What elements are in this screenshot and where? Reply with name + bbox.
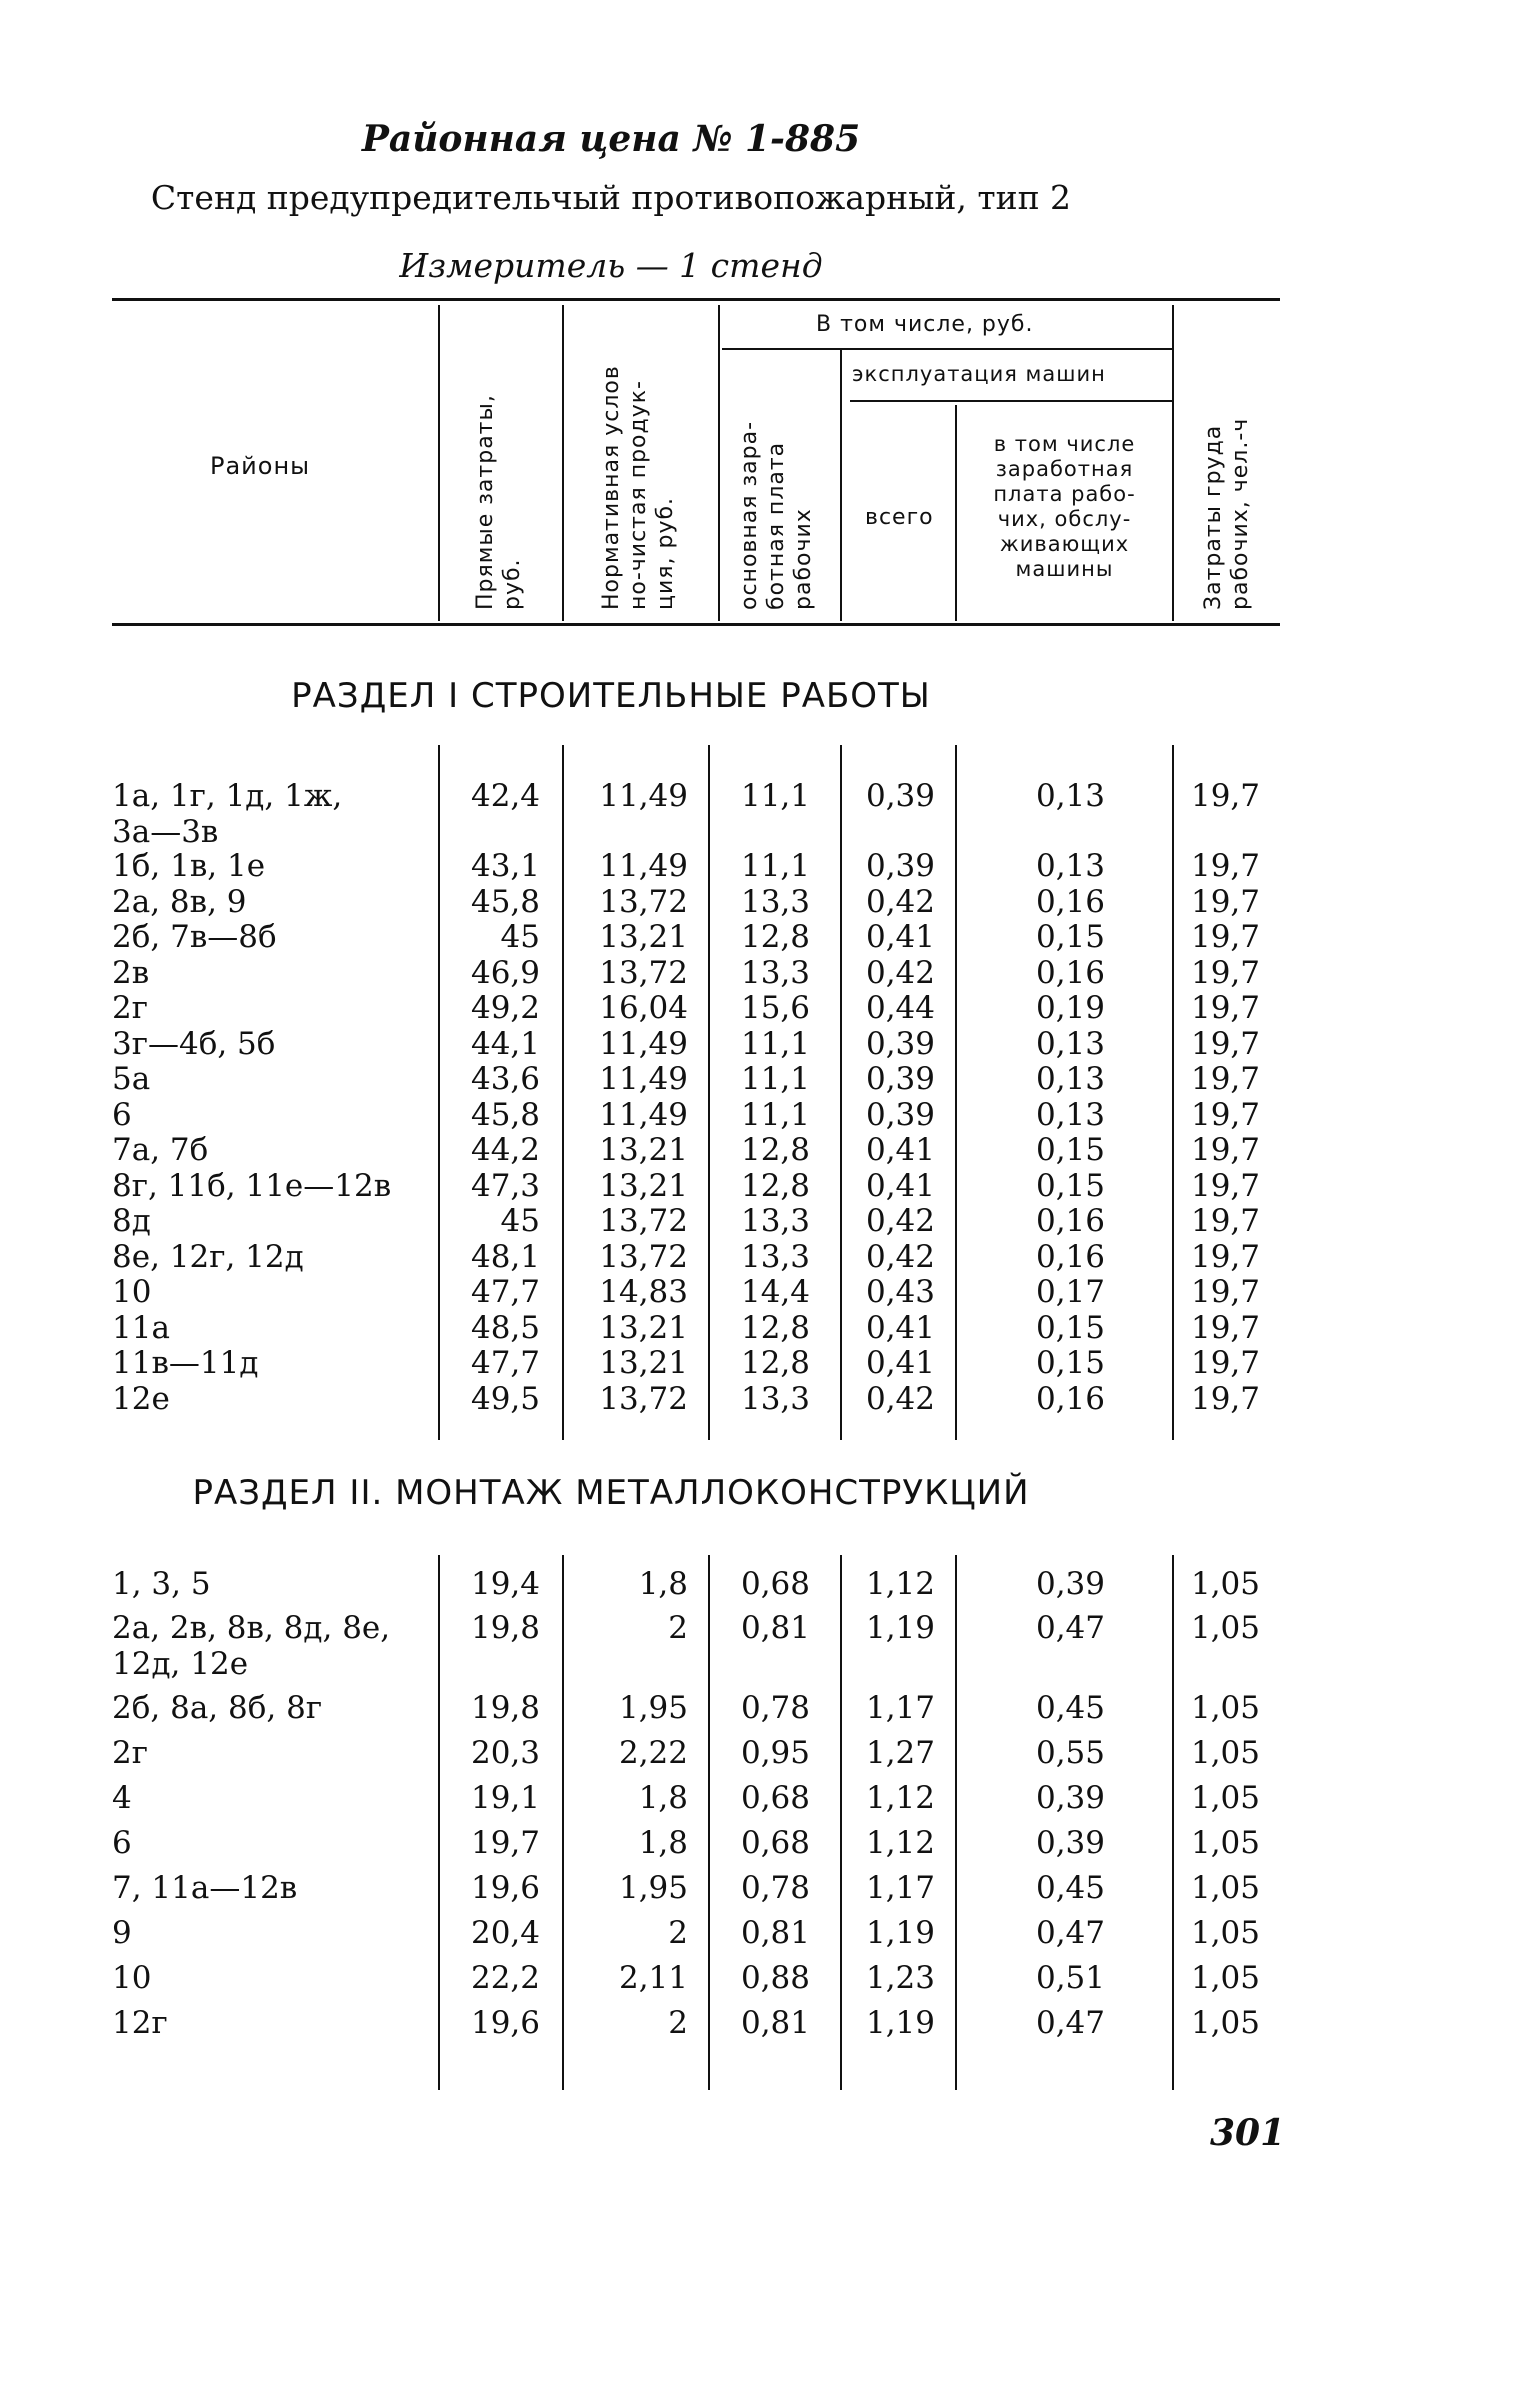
cell-value: 0,39 [865,848,935,884]
cell-value: 11,49 [599,1061,688,1097]
cell-value: 0,42 [865,1380,935,1417]
cell-value: 0,39 [865,1096,935,1133]
region-name: 2а, 2в, 8в, 8д, 8е, 12д, 12е [112,1610,391,1682]
region-name: 1б, 1в, 1е [112,848,266,884]
cell-value: 0,78 [740,1870,810,1906]
cell-value: 46,9 [470,954,540,991]
cell-value: 11,1 [740,1096,810,1133]
column-divider [955,745,957,1440]
cell-value: 45,8 [470,1096,540,1133]
header-machinist-wage: в том числе заработная плата рабо- чих, обслу- живающих машины [993,432,1136,581]
region-name: 5а [112,1061,151,1097]
cell-value: 45 [500,1203,540,1239]
cell-value: 13,3 [740,883,810,920]
cell-value: 0,39 [865,778,935,814]
cell-value: 19,7 [1190,1380,1260,1417]
cell-value: 1,27 [865,1735,935,1771]
cell-value: 1,95 [618,1870,688,1906]
cell-value: 19,7 [1190,1025,1260,1062]
cell-value: 12,8 [740,919,810,955]
column-divider [438,745,440,1440]
region-name: 7, 11а—12в [112,1870,298,1906]
cell-value: 1,05 [1190,1870,1260,1906]
cell-value: 13,72 [599,1380,688,1417]
cell-value: 11,49 [599,1025,688,1062]
region-name: 3г—4б, 5б [112,1025,276,1062]
region-name: 8д [112,1203,151,1239]
header-divider [955,405,957,621]
cell-value: 13,3 [740,1238,810,1275]
cell-value: 0,13 [1035,848,1105,884]
column-divider [1172,1555,1174,2090]
cell-value: 19,1 [470,1780,540,1816]
header-divider [438,305,440,621]
cell-value: 13,21 [599,919,688,955]
cell-value: 1,95 [618,1690,688,1726]
cell-value: 0,68 [740,1780,810,1816]
cell-value: 0,47 [1035,1610,1105,1646]
cell-value: 11,1 [740,1025,810,1062]
cell-value: 0,42 [865,1238,935,1275]
cell-value: 1,8 [638,1780,688,1816]
cell-value: 1,05 [1190,1690,1260,1726]
cell-value: 0,68 [740,1825,810,1861]
cell-value: 0,42 [865,954,935,991]
column-divider [955,1555,957,2090]
cell-value: 15,6 [740,990,810,1026]
cell-value: 0,17 [1035,1274,1105,1310]
cell-value: 19,7 [1190,1274,1260,1310]
cell-value: 0,78 [740,1690,810,1726]
cell-value: 1,05 [1190,1915,1260,1951]
cell-value: 19,7 [1190,1061,1260,1097]
cell-value: 0,15 [1035,1167,1105,1204]
cell-value: 12,8 [740,1132,810,1168]
cell-value: 2,22 [618,1735,688,1771]
cell-value: 1,19 [865,1610,935,1646]
header-divider [718,305,720,621]
section-2-title: РАЗДЕЛ II. МОНТАЖ МЕТАЛЛОКОНСТРУКЦИЙ [192,1473,1030,1513]
region-name: 11а [112,1309,170,1346]
region-name: 2в [112,954,150,991]
cell-value: 0,15 [1035,1345,1105,1381]
cell-value: 0,15 [1035,919,1105,955]
region-name: 1, 3, 5 [112,1566,211,1602]
column-divider [708,745,710,1440]
cell-value: 0,16 [1035,883,1105,920]
cell-value: 0,13 [1035,1025,1105,1062]
cell-value: 13,21 [599,1167,688,1204]
header-top-rule [112,298,1280,301]
cell-value: 11,49 [599,778,688,814]
cell-value: 49,5 [470,1380,540,1417]
column-divider [840,745,842,1440]
cell-value: 0,19 [1035,990,1105,1026]
cell-value: 1,05 [1190,1960,1260,1996]
cell-value: 1,17 [865,1690,935,1726]
cell-value: 11,1 [740,1061,810,1097]
cell-value: 43,6 [470,1061,540,1097]
region-name: 10 [112,1274,152,1310]
page-number: 301 [1210,2112,1286,2154]
cell-value: 19,6 [470,1870,540,1906]
cell-value: 2,11 [618,1960,688,1996]
cell-value: 2 [668,1610,688,1646]
cell-value: 1,05 [1190,1735,1260,1771]
cell-value: 0,39 [865,1061,935,1097]
cell-value: 19,7 [1190,1167,1260,1204]
cell-value: 12,8 [740,1167,810,1204]
region-name: 8е, 12г, 12д [112,1238,304,1275]
cell-value: 13,3 [740,1203,810,1239]
cell-value: 12,8 [740,1309,810,1346]
cell-value: 0,44 [865,990,935,1026]
column-divider [840,1555,842,2090]
header-bottom-rule [112,623,1280,626]
cell-value: 0,45 [1035,1870,1105,1906]
cell-value: 0,42 [865,883,935,920]
cell-value: 0,16 [1035,1380,1105,1417]
cell-value: 0,81 [740,1610,810,1646]
cell-value: 19,7 [1190,1203,1260,1239]
cell-value: 0,41 [865,1132,935,1168]
cell-value: 19,7 [1190,883,1260,920]
cell-value: 19,4 [470,1566,540,1602]
header-group-label: В том числе, руб. [816,312,1034,337]
cell-value: 1,05 [1190,1610,1260,1646]
header-base-wage: основная зара- ботная плата рабочих [737,420,816,610]
cell-value: 19,8 [470,1610,540,1646]
cell-value: 0,13 [1035,1061,1105,1097]
cell-value: 19,6 [470,2005,540,2041]
cell-value: 1,12 [865,1780,935,1816]
cell-value: 0,51 [1035,1960,1105,1996]
cell-value: 19,8 [470,1690,540,1726]
cell-value: 45 [500,919,540,955]
cell-value: 19,7 [1190,954,1260,991]
cell-value: 43,1 [470,848,540,884]
cell-value: 0,88 [740,1960,810,1996]
cell-value: 47,7 [470,1345,540,1381]
cell-value: 0,81 [740,2005,810,2041]
region-name: 2б, 8а, 8б, 8г [112,1690,323,1726]
cell-value: 1,8 [638,1825,688,1861]
header-machines-rule [850,400,1172,402]
cell-value: 13,3 [740,954,810,991]
region-name: 7а, 7б [112,1132,209,1168]
cell-value: 20,4 [470,1915,540,1951]
cell-value: 47,3 [470,1167,540,1204]
cell-value: 1,05 [1190,1825,1260,1861]
header-machines-total: всего [865,505,934,530]
cell-value: 14,4 [740,1274,810,1310]
cell-value: 12,8 [740,1345,810,1381]
cell-value: 19,7 [1190,778,1260,814]
region-name: 2а, 8в, 9 [112,883,247,920]
header-normative-product: Нормативная услов но-чистая продук- ция, руб. [599,365,678,610]
region-name: 2г [112,1735,148,1771]
region-name: 8г, 11б, 11е—12в [112,1167,392,1204]
cell-value: 19,7 [1190,1345,1260,1381]
header-divider [840,350,842,621]
cell-value: 13,21 [599,1345,688,1381]
region-name: 6 [112,1825,132,1861]
cell-value: 19,7 [1190,1132,1260,1168]
cell-value: 19,7 [1190,1096,1260,1133]
cell-value: 0,41 [865,1309,935,1346]
header-labor-costs: Затраты груда рабочих, чел.-ч [1201,417,1253,610]
region-name: 12е [112,1380,170,1417]
cell-value: 13,3 [740,1380,810,1417]
column-divider [438,1555,440,2090]
cell-value: 13,72 [599,1238,688,1275]
cell-value: 19,7 [1190,1238,1260,1275]
region-name: 1а, 1г, 1д, 1ж, 3а—3в [112,778,343,850]
cell-value: 45,8 [470,883,540,920]
cell-value: 44,2 [470,1132,540,1168]
cell-value: 0,45 [1035,1690,1105,1726]
cell-value: 48,1 [470,1238,540,1275]
cell-value: 0,41 [865,919,935,955]
cell-value: 19,7 [1190,1309,1260,1346]
cell-value: 0,16 [1035,1238,1105,1275]
cell-value: 2 [668,1915,688,1951]
cell-value: 19,7 [1190,990,1260,1026]
header-divider [1172,305,1174,621]
region-name: 10 [112,1960,152,1996]
cell-value: 0,39 [1035,1780,1105,1816]
cell-value: 44,1 [470,1025,540,1062]
cell-value: 1,05 [1190,2005,1260,2041]
cell-value: 0,41 [865,1345,935,1381]
region-name: 2б, 7в—8б [112,919,277,955]
cell-value: 48,5 [470,1309,540,1346]
cell-value: 0,13 [1035,1096,1105,1133]
cell-value: 11,1 [740,848,810,884]
cell-value: 0,47 [1035,2005,1105,2041]
region-name: 11в—11д [112,1345,259,1381]
cell-value: 0,43 [865,1274,935,1310]
region-name: 6 [112,1096,132,1133]
cell-value: 1,8 [638,1566,688,1602]
cell-value: 1,05 [1190,1780,1260,1816]
column-divider [1172,745,1174,1440]
cell-value: 0,39 [1035,1566,1105,1602]
cell-value: 0,15 [1035,1309,1105,1346]
cell-value: 2 [668,2005,688,2041]
cell-value: 19,7 [470,1825,540,1861]
cell-value: 19,7 [1190,848,1260,884]
cell-value: 0,42 [865,1203,935,1239]
cell-value: 0,16 [1035,954,1105,991]
cell-value: 13,72 [599,954,688,991]
cell-value: 14,83 [599,1274,688,1310]
cell-value: 0,47 [1035,1915,1105,1951]
cell-value: 42,4 [470,778,540,814]
region-name: 4 [112,1780,132,1816]
cell-value: 1,19 [865,1915,935,1951]
cell-value: 0,41 [865,1167,935,1204]
region-name: 2г [112,990,148,1026]
cell-value: 13,72 [599,883,688,920]
cell-value: 1,12 [865,1825,935,1861]
region-name: 12г [112,2005,168,2041]
cell-value: 0,55 [1035,1735,1105,1771]
cell-value: 0,95 [740,1735,810,1771]
column-divider [562,745,564,1440]
measure-unit: Измеритель — 1 стенд [399,246,823,285]
cell-value: 13,72 [599,1203,688,1239]
cell-value: 20,3 [470,1735,540,1771]
cell-value: 16,04 [599,990,688,1026]
cell-value: 0,16 [1035,1203,1105,1239]
cell-value: 19,7 [1190,919,1260,955]
cell-value: 1,05 [1190,1566,1260,1602]
cell-value: 13,21 [599,1132,688,1168]
cell-value: 47,7 [470,1274,540,1310]
header-regions: Районы [210,452,311,480]
cell-value: 0,68 [740,1566,810,1602]
cell-value: 22,2 [470,1960,540,1996]
page-subtitle: Стенд предупредительчый противопожарный, тип 2 [150,178,1072,217]
cell-value: 0,13 [1035,778,1105,814]
region-name: 9 [112,1915,132,1951]
cell-value: 1,23 [865,1960,935,1996]
page-title: Районная цена № 1-885 [361,118,861,160]
cell-value: 0,81 [740,1915,810,1951]
cell-value: 11,1 [740,778,810,814]
cell-value: 1,12 [865,1566,935,1602]
cell-value: 11,49 [599,1096,688,1133]
cell-value: 0,39 [1035,1825,1105,1861]
section-1-title: РАЗДЕЛ I СТРОИТЕЛЬНЫЕ РАБОТЫ [291,676,931,716]
cell-value: 1,17 [865,1870,935,1906]
cell-value: 13,21 [599,1309,688,1346]
cell-value: 11,49 [599,848,688,884]
column-divider [562,1555,564,2090]
header-divider [562,305,564,621]
cell-value: 49,2 [470,990,540,1026]
cell-value: 1,19 [865,2005,935,2041]
header-direct-costs: Прямые затраты, руб. [473,394,525,610]
header-machines: эксплуатация машин [852,362,1106,386]
cell-value: 0,39 [865,1025,935,1062]
column-divider [708,1555,710,2090]
cell-value: 0,15 [1035,1132,1105,1168]
